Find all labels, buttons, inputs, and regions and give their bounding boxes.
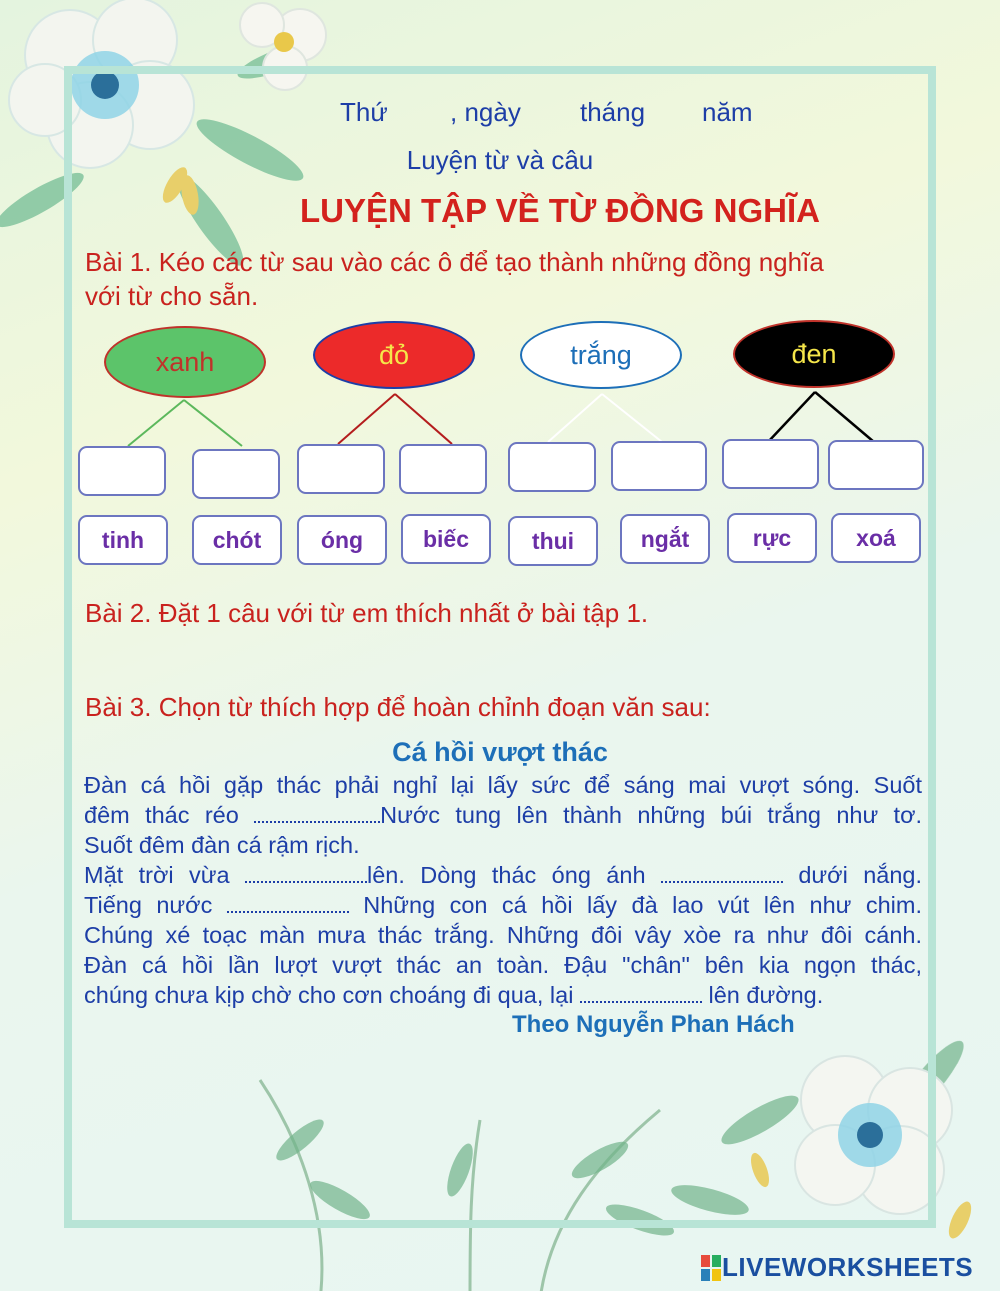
- drop-box-do-1[interactable]: [297, 444, 385, 494]
- word-chip-label: biếc: [422, 525, 470, 552]
- exercise2-prompt: Bài 2. Đặt 1 câu với từ em thích nhất ở bài tập 1.: [85, 598, 649, 628]
- word-chip-ngat[interactable]: [620, 514, 710, 564]
- oval-trang-label: trắng: [570, 339, 632, 370]
- page-frame: [64, 66, 936, 1228]
- story-text: dưới nắng.: [798, 862, 923, 888]
- exercise3-prompt: Bài 3. Chọn từ thích hợp để hoàn chỉnh đoạn văn sau:: [85, 692, 711, 722]
- oval-den-label: đen: [791, 338, 837, 369]
- story-text: Tiếng nước: [84, 892, 213, 918]
- story-text: chúng chưa kịp chờ cho cơn choáng đi qua, lại: [84, 982, 574, 1008]
- word-chip-label: tinh: [101, 526, 145, 553]
- story-line: [84, 890, 922, 920]
- oval-den: [733, 320, 895, 388]
- blank-input-5[interactable]: [580, 981, 702, 1003]
- exercise1-prompt-line1: Bài 1. Kéo các từ sau vào các ô để tạo thành những đồng nghĩa: [85, 247, 824, 277]
- liveworksheets-wordmark: LIVEWORKSHEETS: [722, 1252, 974, 1282]
- word-chip-label: óng: [320, 526, 364, 553]
- word-chip-label: chót: [212, 526, 262, 553]
- oval-do: [313, 321, 475, 389]
- story-text: lên. Dòng thác óng ánh: [366, 862, 646, 888]
- date-ngay-label: , ngày: [450, 97, 521, 127]
- word-chip-label: xoá: [856, 524, 896, 551]
- oval-trang: [520, 321, 682, 389]
- word-chip-ruc[interactable]: [727, 513, 817, 563]
- story-text: Chúng xé toạc màn mưa thác trắng. Những đôi vây xòe ra như đôi cánh.: [84, 922, 922, 948]
- drop-box-trang-2[interactable]: [611, 441, 707, 491]
- story-paragraph: [84, 770, 922, 1010]
- story-text: lên đường.: [708, 982, 824, 1008]
- oval-xanh-label: xanh: [155, 346, 215, 377]
- page-title: LUYỆN TẬP VỀ TỪ ĐỒNG NGHĨA: [300, 192, 820, 229]
- blank-input-4[interactable]: [227, 891, 349, 913]
- blank-input-1[interactable]: [254, 801, 380, 823]
- story-line: [84, 920, 922, 950]
- story-line: [84, 770, 922, 800]
- oval-xanh: [104, 326, 266, 398]
- story-text: Mặt trời vừa: [84, 862, 230, 888]
- word-chip-label: rực: [752, 524, 792, 551]
- story-text: đêm thác réo: [84, 802, 239, 828]
- story-text: Đàn cá hồi gặp thác phải nghỉ lại lấy sức để sáng mai vượt sóng. Suốt: [84, 772, 922, 798]
- date-thu-label: Thứ: [340, 97, 388, 127]
- drop-box-den-1[interactable]: [722, 439, 819, 489]
- story-text: Nước tung lên thành những búi trắng như tơ.: [380, 802, 923, 828]
- blank-input-3[interactable]: [661, 861, 783, 883]
- story-line: [84, 800, 922, 830]
- word-chip-ong[interactable]: [297, 515, 387, 565]
- liveworksheets-logo-icon: [700, 1254, 722, 1282]
- story-text: Suốt đêm đàn cá rậm rịch.: [84, 832, 360, 858]
- subject-heading: Luyện từ và câu: [406, 145, 594, 175]
- oval-do-label: đỏ: [378, 339, 410, 370]
- word-chip-label: ngắt: [640, 525, 690, 552]
- drop-box-den-2[interactable]: [828, 440, 924, 490]
- drop-box-xanh-2[interactable]: [192, 449, 280, 499]
- word-chip-xoa[interactable]: [831, 513, 921, 563]
- drop-box-do-2[interactable]: [399, 444, 487, 494]
- story-author: Theo Nguyễn Phan Hách: [512, 1011, 795, 1038]
- story-line: [84, 980, 922, 1010]
- story-title: Cá hồi vượt thác: [392, 737, 608, 767]
- drop-box-xanh-1[interactable]: [78, 446, 166, 496]
- blank-input-2[interactable]: [245, 861, 367, 883]
- date-nam-label: năm: [702, 97, 753, 127]
- liveworksheets-brand: [700, 1252, 973, 1283]
- story-line: [84, 830, 922, 860]
- word-chip-thui[interactable]: [508, 516, 598, 566]
- story-line: [84, 860, 922, 890]
- word-chip-tinh[interactable]: [78, 515, 168, 565]
- story-line: [84, 950, 922, 980]
- story-text: Đàn cá hồi lần lượt vượt thác an toàn. Đậu "chân" bên kia ngọn thác,: [84, 952, 922, 978]
- story-text: Những con cá hồi lấy đà lao vút lên như chim.: [363, 892, 922, 918]
- word-chip-biec[interactable]: [401, 514, 491, 564]
- word-chip-label: thui: [531, 527, 575, 554]
- drop-box-trang-1[interactable]: [508, 442, 596, 492]
- date-thang-label: tháng: [580, 97, 646, 127]
- word-chip-chot[interactable]: [192, 515, 282, 565]
- exercise1-prompt-line2: với từ cho sẵn.: [85, 281, 259, 311]
